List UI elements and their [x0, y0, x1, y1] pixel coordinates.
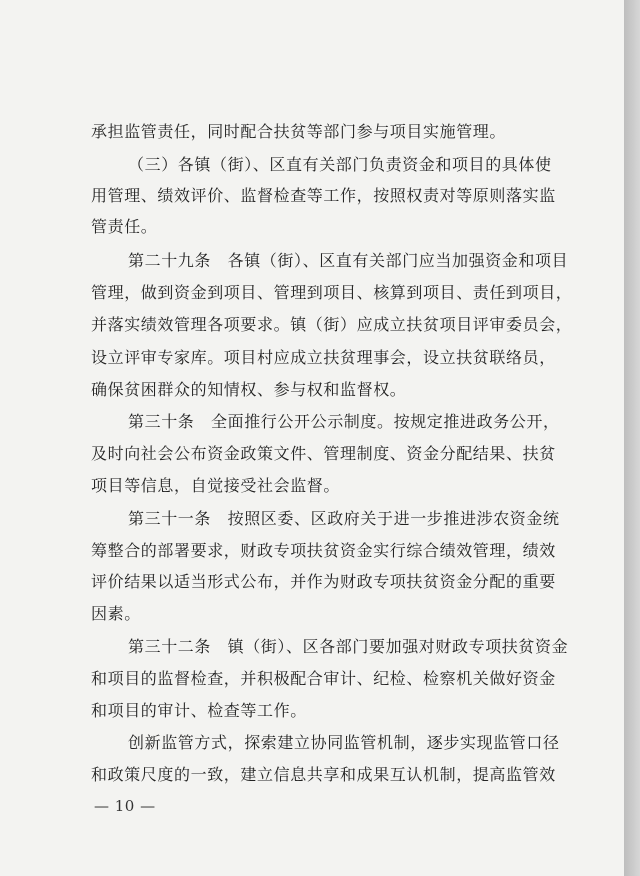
text-line: 用管理、绩效评价、监督检查等工作，按照权责对等原则落实监 — [91, 186, 556, 205]
text-line: 筹整合的部署要求，财政专项扶贫资金实行综合绩效管理，绩效 — [91, 541, 556, 560]
text-line: 及时向社会公布资金政策文件、管理制度、资金分配结果、扶贫 — [91, 444, 556, 463]
text-line: 和项目的审计、检查等工作。 — [91, 701, 307, 720]
text-line: 管理，做到资金到项目、管理到项目、核算到项目、责任到项目， — [91, 283, 573, 302]
text-line: 第三十二条 镇（街）、区各部门要加强对财政专项扶贫资金 — [128, 637, 569, 656]
text-line: 第三十条 全面推行公开公示制度。按规定推进政务公开， — [128, 412, 560, 431]
text-line: 项目等信息，自觉接受社会监督。 — [91, 476, 341, 495]
text-line: 因素。 — [91, 604, 141, 623]
text-line: 第三十一条 按照区委、区政府关于进一步推进涉农资金统 — [128, 509, 560, 528]
text-line: （三）各镇（街）、区直有关部门负责资金和项目的具体使 — [128, 155, 552, 174]
text-line: 第二十九条 各镇（街）、区直有关部门应当加强资金和项目 — [128, 251, 569, 270]
text-line: 和项目的监督检查，并积极配合审计、纪检、检察机关做好资金 — [91, 669, 556, 688]
page-number: — 10 — — [94, 797, 156, 815]
text-line: 并落实绩效管理各项要求。镇（街）应成立扶贫项目评审委员会， — [91, 315, 573, 334]
text-line: 评价结果以适当形式公布，并作为财政专项扶贫资金分配的重要 — [91, 572, 556, 591]
text-line: 创新监管方式，探索建立协同监管机制，逐步实现监管口径 — [128, 733, 560, 752]
text-line: 确保贫困群众的知情权、参与权和监督权。 — [91, 380, 407, 399]
page-edge — [624, 0, 640, 876]
text-line: 承担监管责任，同时配合扶贫等部门参与项目实施管理。 — [91, 122, 507, 141]
text-line: 和政策尺度的一致，建立信息共享和成果互认机制，提高监管效 — [91, 765, 556, 784]
text-line: 设立评审专家库。项目村应成立扶贫理事会，设立扶贫联络员， — [91, 348, 556, 367]
text-line: 管责任。 — [91, 217, 158, 236]
